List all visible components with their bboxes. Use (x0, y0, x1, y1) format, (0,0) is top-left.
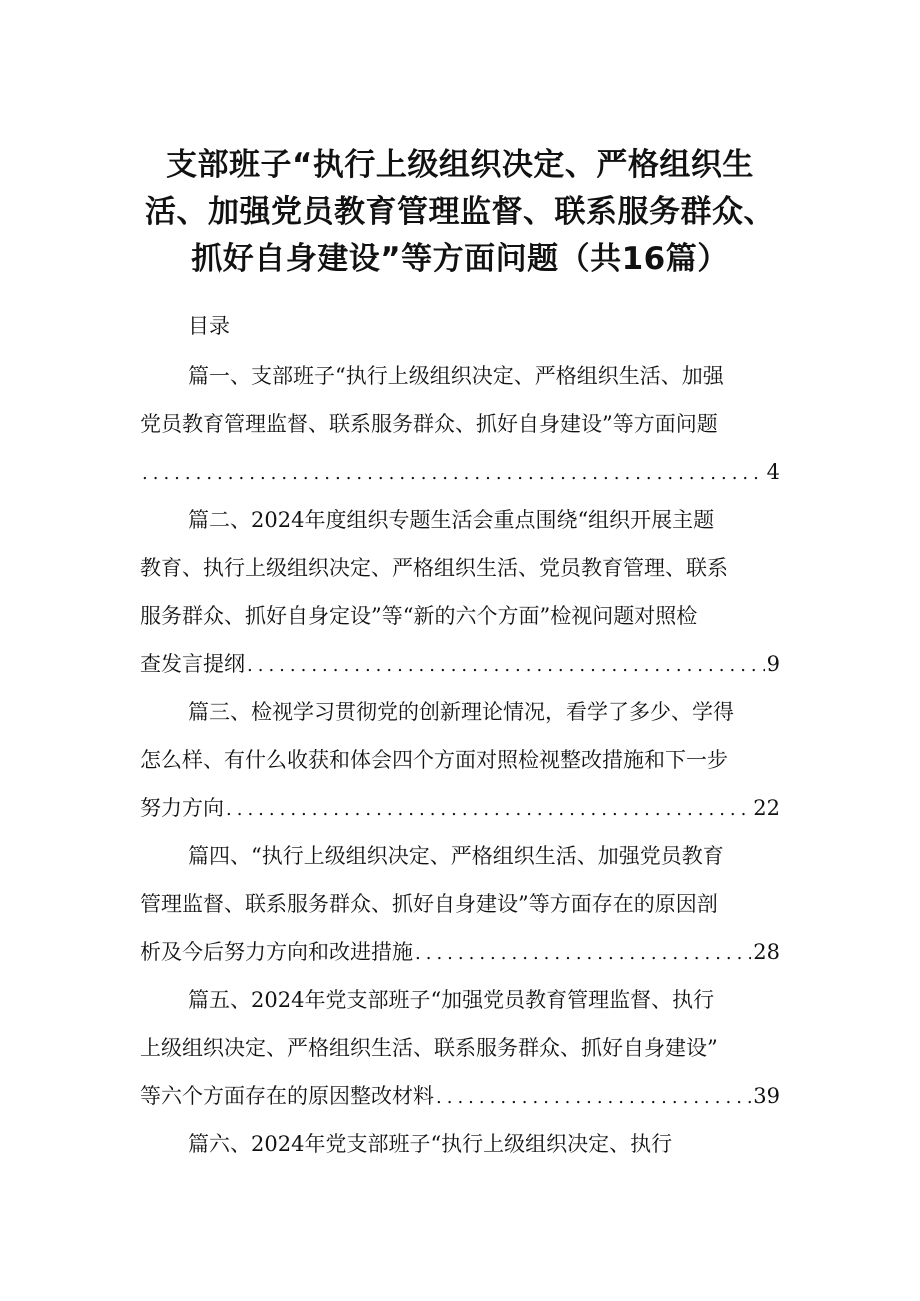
toc-entry-text: 篇五、2024年党支部班子“加强党员教育管理监督、执行 (188, 988, 715, 1012)
toc-entry-text: 篇三、检视学习贯彻党的创新理论情况，看学了多少、学得 (188, 700, 734, 724)
toc-entry-last-line (140, 454, 780, 490)
toc-entry-text: 篇一、支部班子“执行上级组织决定、严格组织生活、加强 (188, 364, 724, 388)
title-line: 活、加强党员教育管理监督、联系服务群众、 (145, 194, 775, 230)
toc-page-number: 22 (753, 796, 780, 820)
toc-entry-text: 查发言提纲 (140, 652, 245, 676)
toc-entry-text: 析及今后努力方向和改进措施 (140, 940, 413, 964)
title-line: 抓好自身建设”等方面问题（共16篇） (191, 241, 729, 277)
toc-entry-text: 上级组织决定、严格组织生活、联系服务群众、抓好自身建设” (140, 1036, 718, 1060)
toc-entry-text: 等六个方面存在的原因整改材料 (140, 1084, 434, 1108)
document-title (120, 142, 800, 283)
toc-entry-text: 努力方向 (140, 796, 224, 820)
toc-page-number: 39 (753, 1084, 780, 1108)
toc-heading: 目录 (188, 314, 230, 338)
toc-entry-last-line (140, 1078, 780, 1114)
toc-page-number: 28 (753, 940, 780, 964)
toc-entry-text: 怎么样、有什么收获和体会四个方面对照检视整改措施和下一步 (140, 748, 728, 772)
toc-entry-text: 篇四、“执行上级组织决定、严格组织生活、加强党员教育 (188, 844, 724, 868)
toc-entry-text: 党员教育管理监督、联系服务群众、抓好自身建设”等方面问题 (140, 412, 718, 436)
toc-page-number: 4 (766, 460, 780, 484)
toc-entry-text: 管理监督、联系服务群众、抓好自身建设”等方面存在的原因剖 (140, 892, 718, 916)
toc-entry-last-line (140, 646, 780, 682)
toc-entry-text: 篇六、2024年党支部班子“执行上级组织决定、执行 (188, 1132, 673, 1156)
toc-entry-text: 篇二、2024年度组织专题生活会重点围绕“组织开展主题 (188, 508, 715, 532)
toc-entry-last-line (140, 934, 780, 970)
dot-leader (226, 792, 751, 828)
dot-leader (247, 648, 765, 684)
toc-entry-text: 教育、执行上级组织决定、严格组织生活、党员教育管理、联系 (140, 556, 728, 580)
dot-leader (436, 1080, 751, 1116)
toc-entry-text: 服务群众、抓好自身定设”等“新的六个方面”检视问题对照检 (140, 604, 698, 628)
toc-entry-last-line (140, 790, 780, 826)
dot-leader (142, 456, 765, 492)
title-line: 支部班子“执行上级组织决定、严格组织生 (166, 147, 754, 183)
dot-leader (415, 936, 751, 972)
toc-page-number: 9 (766, 652, 780, 676)
